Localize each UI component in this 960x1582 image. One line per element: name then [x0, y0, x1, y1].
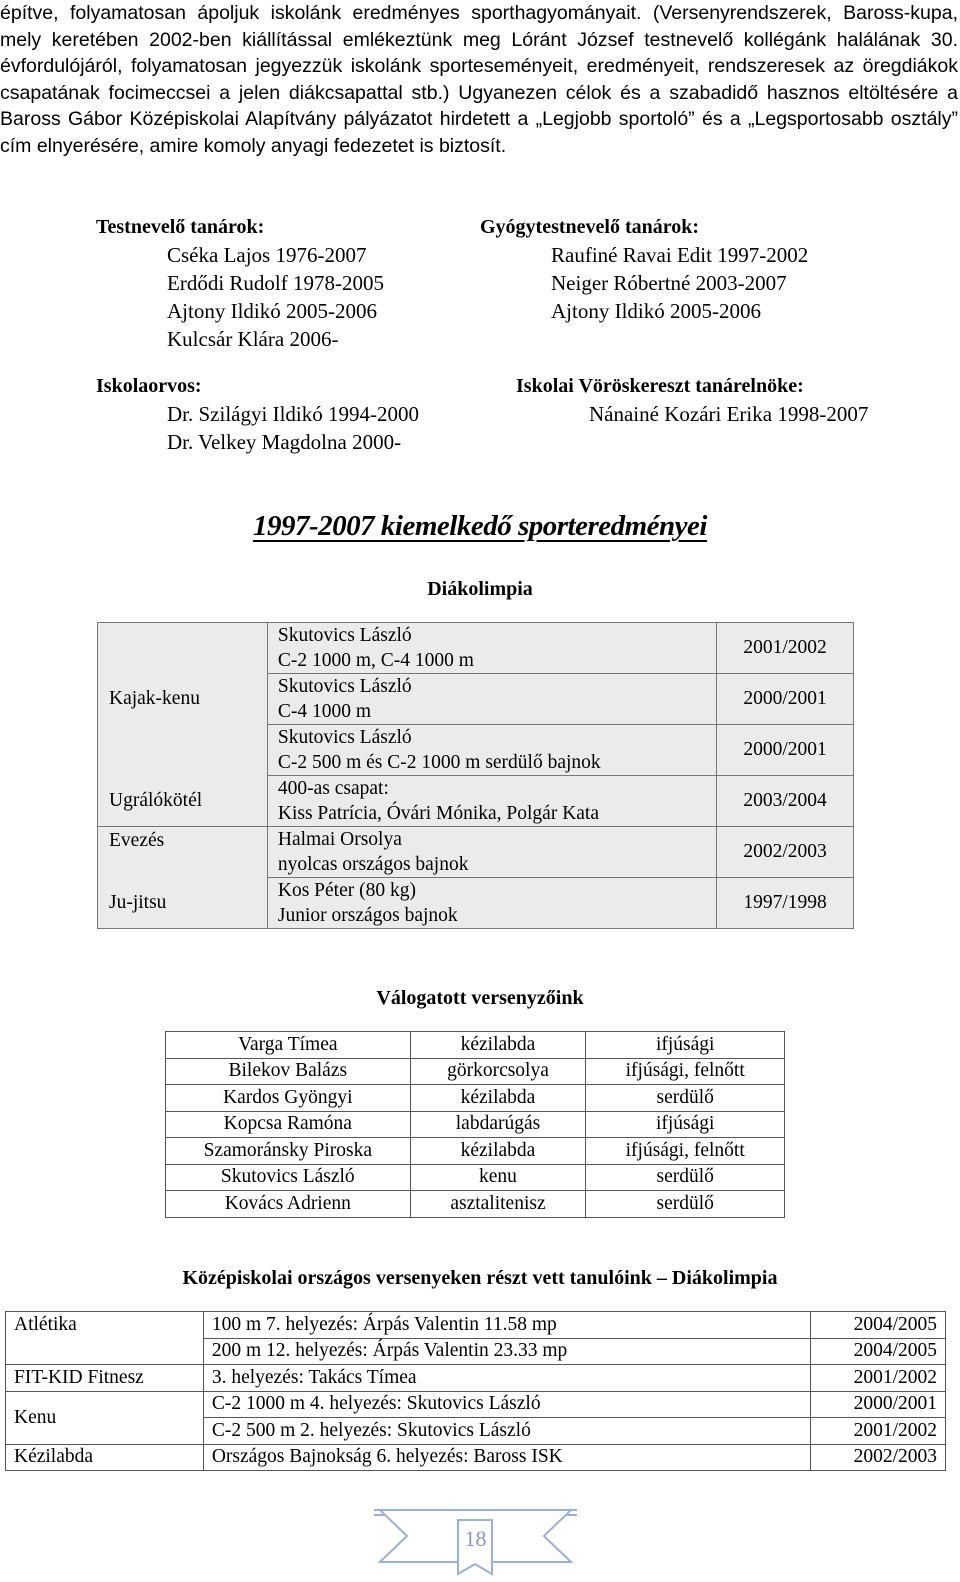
season-cell: 2001/2002: [717, 623, 854, 674]
table-row: [166, 1138, 785, 1165]
athlete-line: Skutovics László: [277, 727, 412, 748]
school-doctor-2: Dr. Velkey Magdolna 2000-: [167, 430, 402, 454]
athlete-line: Kos Péter (80 kg): [277, 880, 416, 901]
table-row: [6, 1444, 946, 1471]
therapy-teachers-heading: Gyógytestnevelő tanárok:: [480, 216, 700, 238]
event-line: nyolcas országos bajnok: [277, 854, 469, 875]
season-cell: 2001/2002: [811, 1418, 946, 1445]
season-cell: 1997/1998: [717, 878, 854, 929]
result-cell: 100 m 7. helyezés: Árpás Valentin 11.58 mp: [203, 1312, 810, 1339]
pe-teacher-2: Erdődi Rudolf 1978-2005: [167, 271, 384, 295]
table-row: [98, 878, 854, 929]
therapy-teacher-2: Neiger Róbertné 2003-2007: [551, 271, 787, 295]
athlete-cell: [267, 827, 716, 878]
category-cell: serdülő: [586, 1085, 785, 1112]
season-cell: 2002/2003: [811, 1444, 946, 1471]
sport-cell: kenu: [410, 1164, 586, 1191]
table-row: [98, 623, 854, 674]
season-cell: 2003/2004: [717, 776, 854, 827]
orszagos-table: [5, 1311, 946, 1471]
season-cell: 2004/2005: [811, 1312, 946, 1339]
sport-cell: görkorcsolya: [410, 1058, 586, 1085]
sport-cell: FIT-KID Fitnesz: [6, 1365, 204, 1392]
table-row: [98, 827, 854, 878]
athlete-cell: Bilekov Balázs: [166, 1058, 411, 1085]
athlete-cell: [267, 878, 716, 929]
event-line: C-2 500 m és C-2 1000 m serdülő bajnok: [277, 752, 601, 773]
valogatott-title: Válogatott versenyzőink: [376, 987, 584, 1009]
table-row: [6, 1391, 946, 1418]
result-cell: Országos Bajnokság 6. helyezés: Baross ISK: [203, 1444, 810, 1471]
event-line: Kiss Patrícia, Óvári Mónika, Polgár Kata: [277, 803, 599, 824]
category-cell: ifjúsági, felnőtt: [586, 1058, 785, 1085]
athlete-cell: [267, 776, 716, 827]
event-line: Junior országos bajnok: [277, 905, 458, 926]
category-cell: ifjúsági: [586, 1032, 785, 1059]
season-cell: 2002/2003: [717, 827, 854, 878]
table-row: [6, 1312, 946, 1339]
highlights-title: 1997-2007 kiemelkedő sporteredményei: [253, 510, 707, 542]
athlete-cell: Kardos Gyöngyi: [166, 1085, 411, 1112]
result-cell: 3. helyezés: Takács Tímea: [203, 1365, 810, 1392]
athlete-cell: Varga Tímea: [166, 1032, 411, 1059]
pe-teacher-1: Cséka Lajos 1976-2007: [167, 243, 367, 267]
category-cell: ifjúsági: [586, 1111, 785, 1138]
intro-paragraph: [0, 0, 958, 159]
event-line: C-4 1000 m: [277, 701, 372, 722]
athlete-line: 400-as csapat:: [277, 778, 389, 799]
athlete-cell: Skutovics László: [166, 1164, 411, 1191]
athlete-line: Skutovics László: [277, 676, 412, 697]
table-row: [166, 1191, 785, 1218]
table-row: [166, 1032, 785, 1059]
table-row: [166, 1085, 785, 1112]
season-cell: 2000/2001: [717, 725, 854, 776]
athlete-cell: [267, 623, 716, 674]
athlete-line: Skutovics László: [277, 625, 412, 646]
diakolimpia-title: Diákolimpia: [427, 578, 533, 600]
sport-cell: Evezés: [98, 827, 268, 878]
athlete-cell: Szamoránsky Piroska: [166, 1138, 411, 1165]
page-number: 18: [464, 1526, 487, 1551]
sport-cell: Kenu: [6, 1391, 204, 1444]
table-row: [6, 1338, 946, 1365]
valogatott-table: [165, 1031, 785, 1218]
pe-teacher-4: Kulcsár Klára 2006-: [167, 327, 339, 351]
red-cross-member-1: Nánainé Kozári Erika 1998-2007: [589, 402, 869, 426]
athlete-cell: [267, 674, 716, 725]
diakolimpia-table: [97, 622, 854, 929]
category-cell: serdülő: [586, 1164, 785, 1191]
athlete-cell: Kovács Adrienn: [166, 1191, 411, 1218]
sport-cell: kézilabda: [410, 1138, 586, 1165]
sport-cell: kézilabda: [410, 1085, 586, 1112]
event-line: C-2 1000 m, C-4 1000 m: [277, 650, 474, 671]
therapy-teacher-1: Raufiné Ravai Edit 1997-2002: [551, 243, 809, 267]
athlete-line: Halmai Orsolya: [277, 829, 402, 850]
intro-text: építve, folyamatosan ápoljuk iskolánk eredményes sporthagyományait. (Versenyrendszerek, Baross-kupa, mely keretében 2002-ben kiállítással emlékeztünk meg Lóránt József testnevelő kollégánk halálának 30. évfordulójáról, folyamatosan jegyezzük iskolánk sporteseményeit, eredményeit, rendszeresek az öregdiákok csapatának focimeccsei a jelen diákcsapattal stb.) Ugyanezen célok és a szabadidő hasznos eltöltésére a Baross Gábor Középiskolai Alapítvány pályázatot hirdetett a „Legjobb sportoló” és a „Legsportosabb osztály” cím elnyerésére, amire komoly anyagi fedezetet is biztosít.: [0, 2, 958, 157]
result-cell: 200 m 12. helyezés: Árpás Valentin 23.33 mp: [203, 1338, 810, 1365]
athlete-cell: [267, 725, 716, 776]
page-number-badge: [374, 1506, 577, 1576]
sport-cell: Kajak-kenu: [98, 623, 268, 776]
season-cell: 2004/2005: [811, 1338, 946, 1365]
result-cell: C-2 1000 m 4. helyezés: Skutovics László: [203, 1391, 810, 1418]
orszagos-title: Középiskolai országos versenyeken részt vett tanulóink – Diákolimpia: [182, 1267, 778, 1289]
season-cell: 2000/2001: [717, 674, 854, 725]
school-doctor-1: Dr. Szilágyi Ildikó 1994-2000: [167, 402, 419, 426]
table-row: [6, 1365, 946, 1392]
table-row: [166, 1111, 785, 1138]
season-cell: 2000/2001: [811, 1391, 946, 1418]
table-row: [166, 1164, 785, 1191]
sport-cell: Ugrálókötél: [98, 776, 268, 827]
sport-cell: Ju-jitsu: [98, 878, 268, 929]
category-cell: serdülő: [586, 1191, 785, 1218]
pe-teachers-heading: Testnevelő tanárok:: [96, 216, 265, 238]
athlete-cell: Kopcsa Ramóna: [166, 1111, 411, 1138]
sport-cell: Atlétika: [6, 1312, 204, 1339]
school-doctor-heading: Iskolaorvos:: [96, 375, 202, 397]
season-cell: 2001/2002: [811, 1365, 946, 1392]
red-cross-heading: Iskolai Vöröskereszt tanárelnöke:: [516, 375, 804, 397]
sport-cell: kézilabda: [410, 1032, 586, 1059]
table-row: [98, 776, 854, 827]
result-cell: C-2 500 m 2. helyezés: Skutovics László: [203, 1418, 810, 1445]
sport-cell: asztalitenisz: [410, 1191, 586, 1218]
category-cell: ifjúsági, felnőtt: [586, 1138, 785, 1165]
sport-cell: labdarúgás: [410, 1111, 586, 1138]
pe-teacher-3: Ajtony Ildikó 2005-2006: [167, 299, 377, 323]
therapy-teacher-3: Ajtony Ildikó 2005-2006: [551, 299, 761, 323]
sport-cell: [6, 1338, 204, 1365]
table-row: [166, 1058, 785, 1085]
sport-cell: Kézilabda: [6, 1444, 204, 1471]
